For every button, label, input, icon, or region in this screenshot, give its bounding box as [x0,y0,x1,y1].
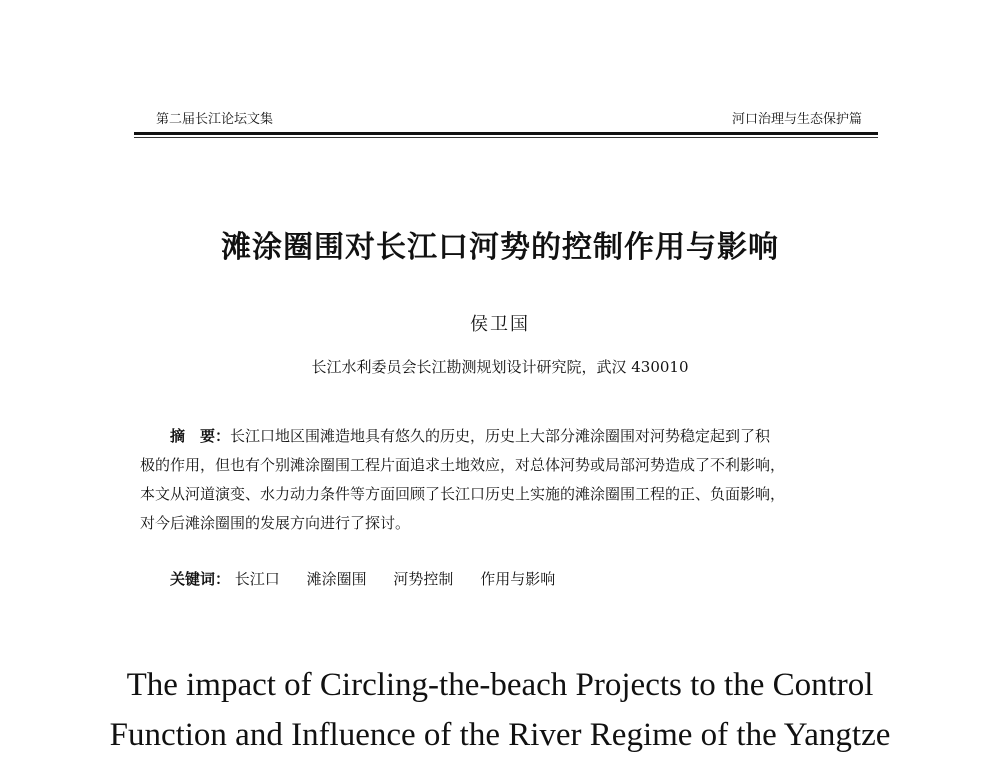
keyword-item: 长江口 [234,570,280,588]
header-rule-thin [134,137,878,138]
abstract-line [140,422,875,451]
author-affiliation: 长江水利委员会长江勘测规划设计研究院，武汉 430010 [311,358,689,376]
english-title-line: Function and Influence of the River Regime of the Yangtze [109,717,891,753]
running-head [138,110,876,130]
abstract-line: 本文从河道演变、水力动力条件等方面回顾了长江口历史上实施的滩涂圈围工程的正、负面影响， [140,485,786,503]
running-head-left: 第二届长江论坛文集 [156,112,274,127]
english-title [0,660,1000,760]
keywords [170,566,577,592]
running-head-right: 河口治理与生态保护篇 [731,112,862,127]
abstract [140,422,875,538]
abstract-line: 对今后滩涂圈围的发展方向进行了探讨。 [140,514,411,532]
header-rule-thick [134,132,878,135]
keyword-item: 作用与影响 [480,570,556,588]
chinese-title: 滩涂圈围对长江口河势的控制作用与影响 [221,230,779,265]
abstract-line: 极的作用，但也有个别滩涂圈围工程片面追求土地效应，对总体河势或局部河势造成了不利影响， [140,456,786,474]
keywords-label: 关键词： [170,570,231,588]
english-title-line: The impact of Circling-the-beach Projects to the Control [126,667,874,703]
keyword-item: 河势控制 [393,570,454,588]
abstract-line-text: 长江口地区围滩造地具有悠久的历史，历史上大部分滩涂圈围对河势稳定起到了积 [230,427,771,445]
keyword-item: 滩涂圈围 [306,570,367,588]
abstract-label: 摘 要： [170,427,231,445]
author-name: 侯卫国 [470,314,530,335]
